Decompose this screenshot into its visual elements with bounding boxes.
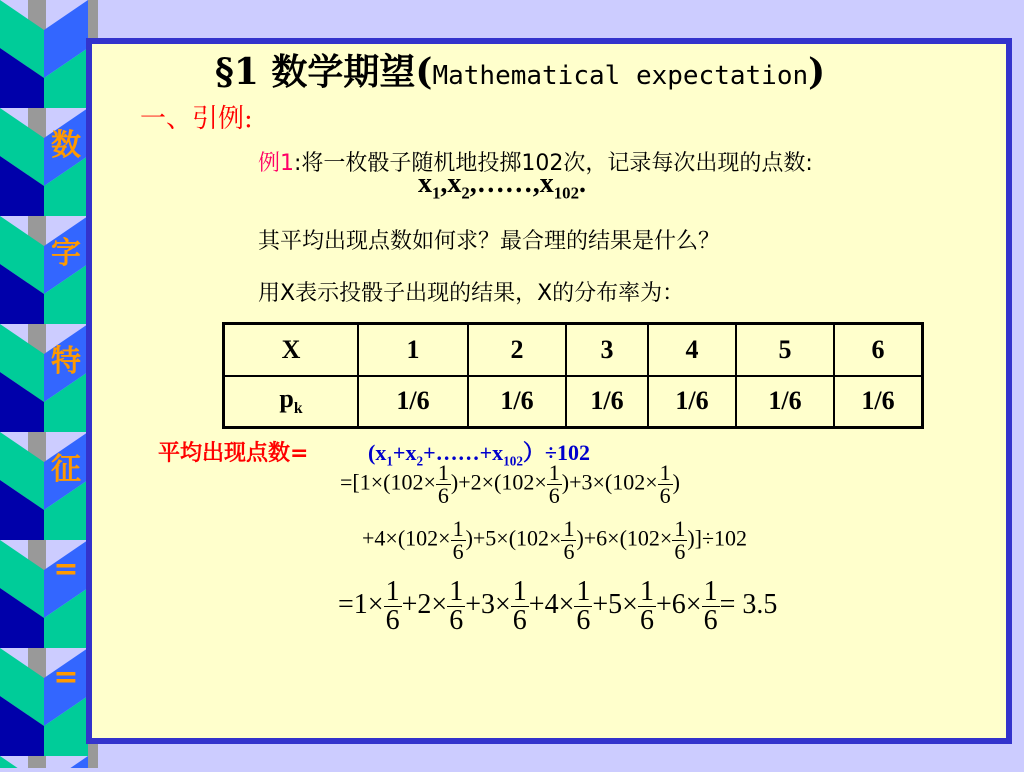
sidebar-label-2: 字 bbox=[51, 236, 81, 271]
sequence: $x_1,x_2,\dots\dots,x_{102}$. bbox=[418, 168, 586, 203]
fraction: $\frac{1}{6}$ bbox=[548, 460, 560, 508]
sidebar-label-1: 数 bbox=[51, 128, 81, 163]
example-text: :将一枚骰子随机地投掷102次，记录每次出现的点数: bbox=[294, 151, 813, 176]
average-formula: $(x_1+x_2+\dots\dots+x_{102})\div 102$ bbox=[368, 440, 590, 469]
table-cell: 1/6 bbox=[648, 376, 736, 428]
sidebar-label-5: = bbox=[53, 552, 79, 587]
fraction: $\frac{1}{6}$ bbox=[659, 460, 671, 508]
fraction: $\frac{1}{6}$ bbox=[563, 516, 575, 564]
fraction: $\frac{1}{6}$ bbox=[385, 576, 400, 636]
table-cell: 1/6 bbox=[736, 376, 834, 428]
table-cell: 4 bbox=[648, 324, 736, 376]
table-cell: 3 bbox=[566, 324, 648, 376]
section-heading: 一、引例: bbox=[140, 104, 253, 134]
fraction: $\frac{1}{6}$ bbox=[449, 576, 464, 636]
fraction: $\frac{1}{6}$ bbox=[703, 576, 718, 636]
table-row bbox=[224, 376, 923, 428]
fraction: $\frac{1}{6}$ bbox=[437, 460, 449, 508]
average-label: 平均出现点数= bbox=[158, 441, 309, 466]
table-row bbox=[224, 324, 923, 376]
fraction: $\frac{1}{6}$ bbox=[452, 516, 464, 564]
distribution-intro: 用X表示投骰子出现的结果，X的分布率为： bbox=[258, 281, 685, 306]
table-cell: 1 bbox=[358, 324, 468, 376]
table-cell: 1/6 bbox=[358, 376, 468, 428]
sidebar-label-3: 特 bbox=[51, 344, 81, 379]
slide-title: §1 数学期望(Mathematical expectation) bbox=[215, 51, 826, 93]
table-cell: 2 bbox=[468, 324, 566, 376]
table-row-label: $p_k$ bbox=[224, 376, 359, 428]
fraction: $\frac{1}{6}$ bbox=[512, 576, 527, 636]
question-text: 其平均出现点数如何求？最合理的结果是什么？ bbox=[258, 229, 721, 254]
sidebar-label-6: = bbox=[53, 660, 79, 695]
table-cell: 5 bbox=[736, 324, 834, 376]
table-header-label: X bbox=[224, 324, 359, 376]
fraction: $\frac{1}{6}$ bbox=[674, 516, 686, 564]
table-cell: 1/6 bbox=[834, 376, 923, 428]
example-label: 例1 bbox=[258, 151, 294, 176]
distribution-table bbox=[222, 322, 924, 429]
table-cell: 1/6 bbox=[566, 376, 648, 428]
equation-line-1: =[1×(102× $\frac{1}{6}$ )+2×(102× $\frac{1}{6}$ )+3×(102× $\frac{1}{6}$ ) bbox=[340, 460, 680, 508]
table-cell: 6 bbox=[834, 324, 923, 376]
equation-line-3: =1× $\frac{1}{6}$ +2× $\frac{1}{6}$ +3× $\frac{1}{6}$ +4× $\frac{1}{6}$ +5× $\frac{1}{6}$ +6× $\frac{1}{6}$ = 3.5 bbox=[338, 576, 778, 636]
fraction: $\frac{1}{6}$ bbox=[576, 576, 591, 636]
table-cell: 1/6 bbox=[468, 376, 566, 428]
sidebar-label-4: 征 bbox=[51, 452, 81, 487]
equation-line-2: +4×(102× $\frac{1}{6}$ )+5×(102× $\frac{1}{6}$ )+6×(102× $\frac{1}{6}$ )]÷102 bbox=[362, 516, 748, 564]
fraction: $\frac{1}{6}$ bbox=[639, 576, 654, 636]
